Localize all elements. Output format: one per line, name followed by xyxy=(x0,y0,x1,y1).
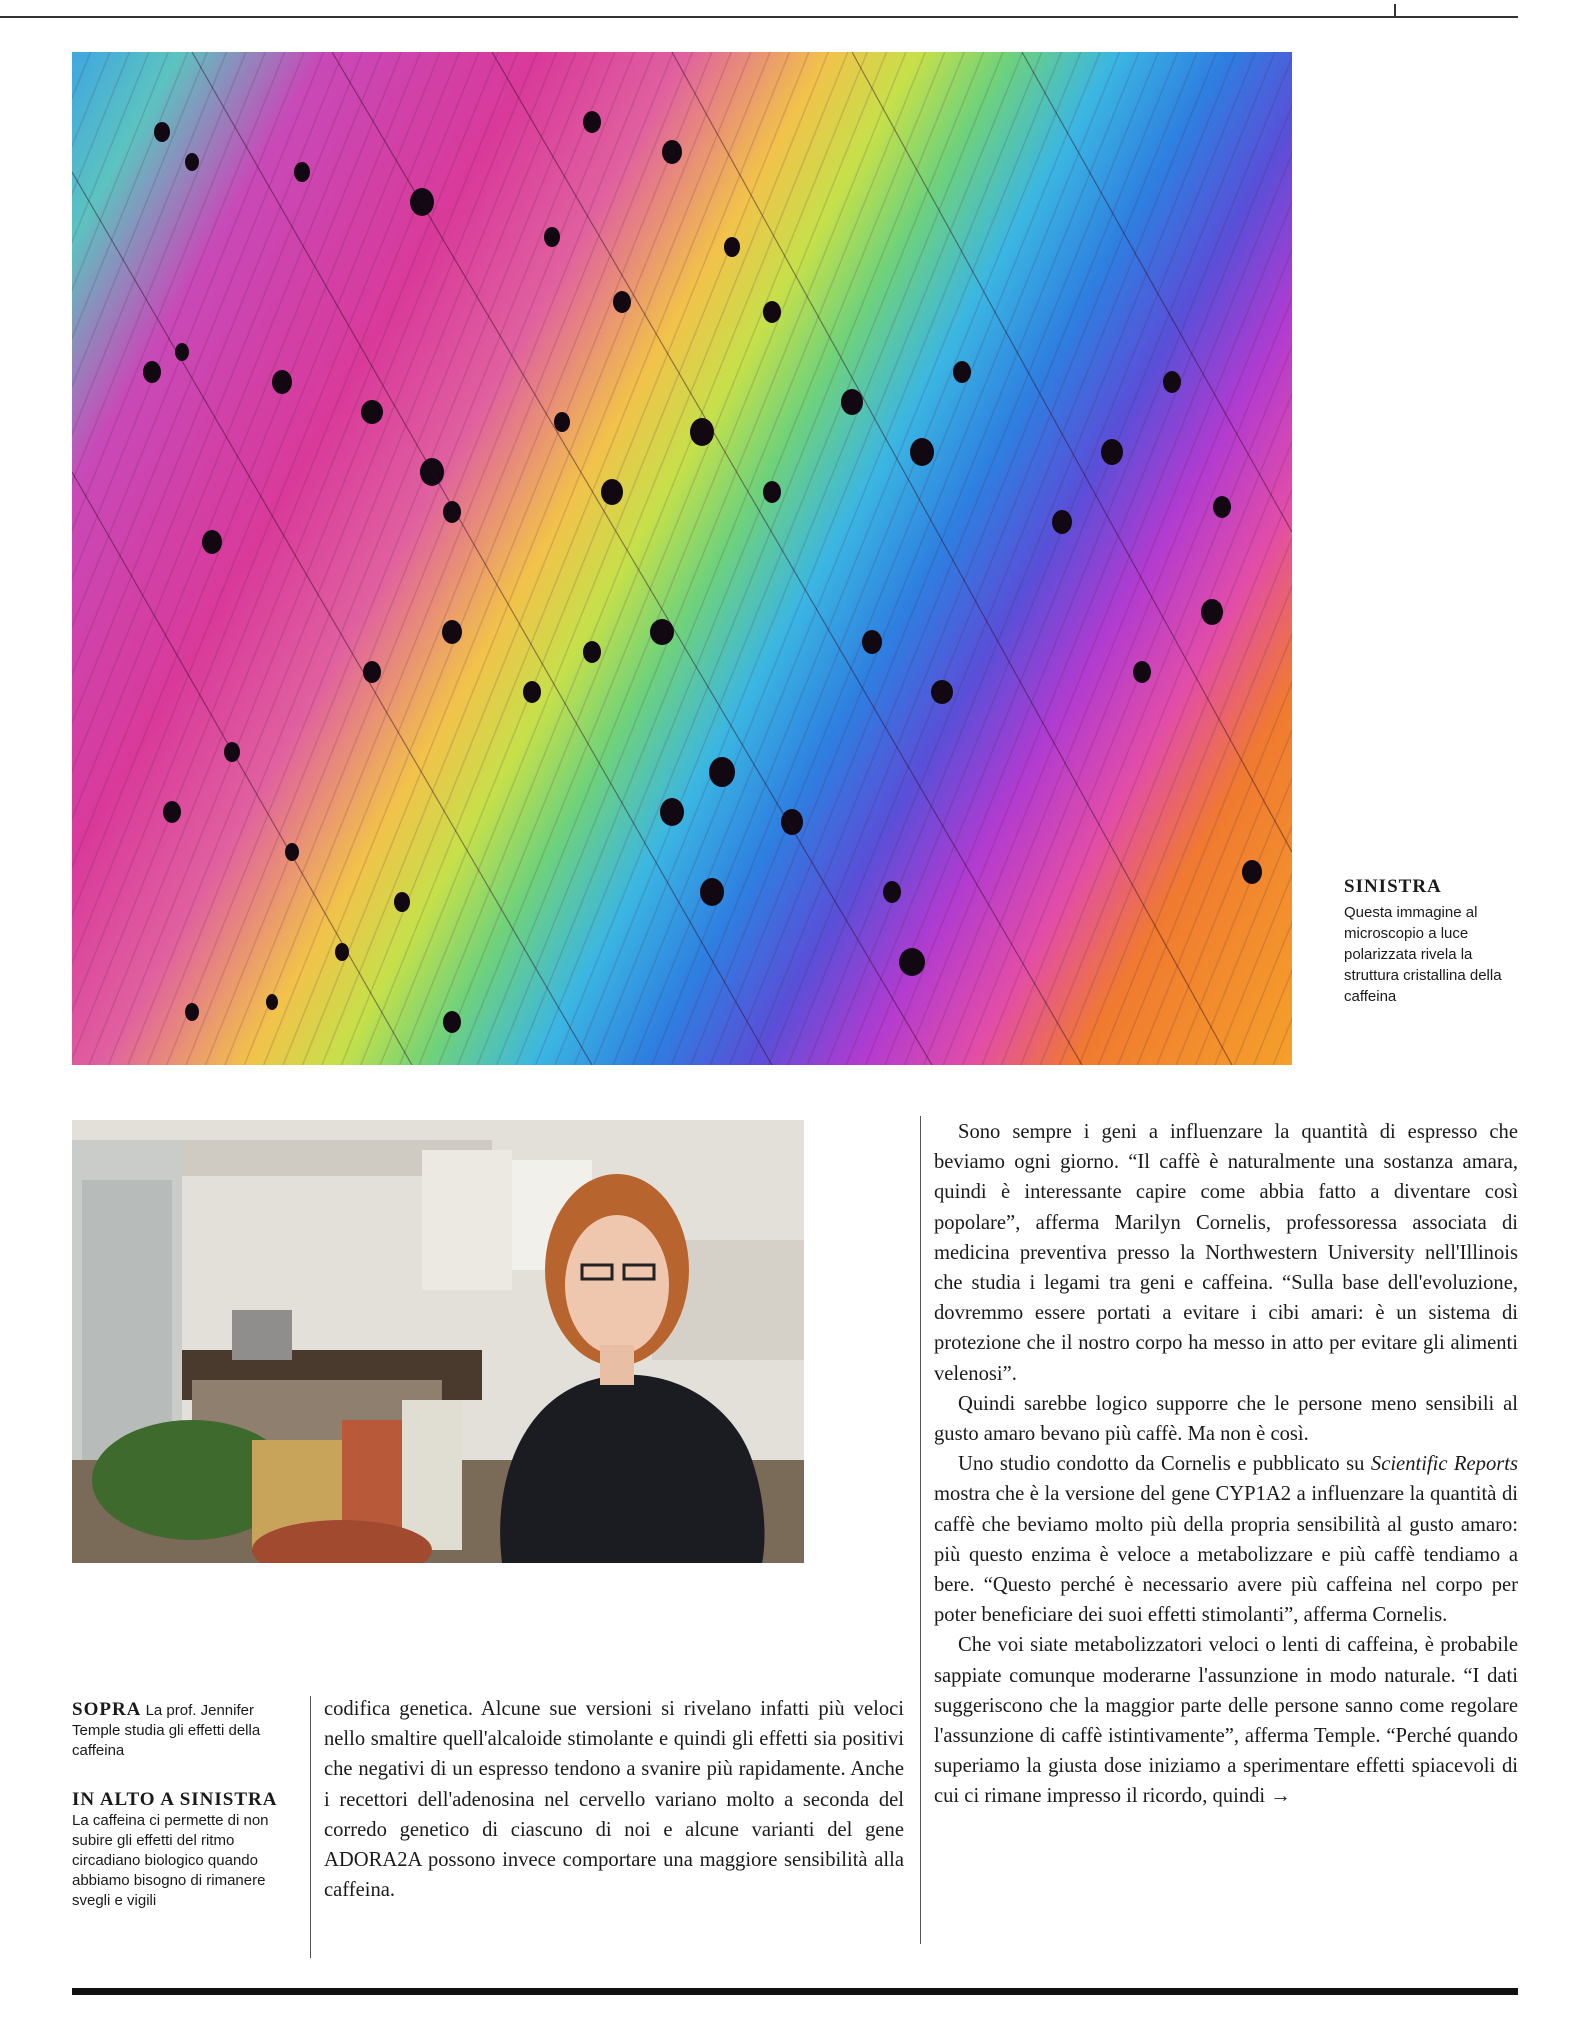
caption-sinistra xyxy=(1344,876,1524,1007)
article-paragraph xyxy=(934,1449,1518,1630)
article-paragraph: codifica genetica. Alcune sue versioni si rivelano infatti più veloci nello smaltire quell'alcaloide stimolante e quindi gli effetti sia positivi che negativi di un espresso tendono a svanire più rapidamente. Anche i recettori dell'adenosina nel cervello variano molto a seconda del corredo genetico di ciascuno di noi e alcune varianti del gene ADORA2A possono invece comportare una maggiore sensibilità alla caffeina. xyxy=(324,1698,904,1902)
article-column-right xyxy=(934,1117,1518,1812)
caption-in-alto-text: La caffeina ci permette di non subire gli effetti del ritmo circadiano biologico quando abbiamo bisogno di rimanere svegli e vigili xyxy=(72,1812,269,1909)
article-column-middle xyxy=(324,1694,904,1905)
caption-in-alto-a-sinistra xyxy=(72,1790,298,1911)
caption-sopra-text: La prof. Jennifer Temple studia gli effetti della caffeina xyxy=(72,1702,261,1759)
caption-sopra xyxy=(72,1700,298,1761)
caption-sinistra-text: Questa immagine al microscopio a luce polarizzata rivela la struttura cristallina della caffeina xyxy=(1344,904,1502,1005)
caption-in-alto-label: IN ALTO A SINISTRA xyxy=(72,1789,278,1810)
portrait-photo xyxy=(72,1120,804,1563)
article-text: Uno studio condotto da Cornelis e pubblicato su xyxy=(958,1453,1365,1476)
caption-sopra-label: SOPRA xyxy=(72,1699,142,1720)
caffeine-crystal-image xyxy=(72,52,1292,1065)
top-rule xyxy=(0,16,1518,18)
caption-sinistra-label: SINISTRA xyxy=(1344,876,1442,897)
column-separator xyxy=(920,1116,921,1944)
article-paragraph: Che voi siate metabolizzatori veloci o lenti di caffeina, è probabile sappiate comunque moderarne l'assunzione in modo naturale. “I dati suggeriscono che la maggior parte delle persone sanno come regolare l'assunzione di caffè istintivamente”, afferma Temple. “Perché quando superiamo la giusta dose iniziamo a sperimentare effetti spiacevoli di cui ci rimane impresso il ricordo, quindi → xyxy=(934,1634,1518,1808)
portrait-illustration xyxy=(72,1120,804,1563)
article-text: mostra che è la versione del gene CYP1A2 a influenzare la quantità di caffè che beviamo molto più della propria sensibilità al gusto amaro: più questo enzima è veloce a metabolizzare e più caffè tendiamo a bere. “Questo perché è necessario avere più caffeina nel corpo per poter beneficiare dei suoi effetti stimolanti”, afferma Cornelis. xyxy=(934,1483,1518,1627)
article-paragraph: Quindi sarebbe logico supporre che le persone meno sensibili al gusto amaro bevano più caffè. Ma non è così. xyxy=(934,1392,1518,1446)
top-rule-tick xyxy=(1394,4,1396,18)
journal-name: Scientific Reports xyxy=(1370,1453,1519,1476)
column-separator xyxy=(310,1696,311,1958)
crystal-texture xyxy=(72,52,1292,1065)
bottom-rule xyxy=(72,1988,1518,1995)
article-paragraph: Sono sempre i geni a influenzare la quantità di espresso che beviamo ogni giorno. “Il caffè è naturalmente una sostanza amara, quindi è interessante capire come abbia fatto a diventare così popolare”, afferma Marilyn Cornelis, professoressa associata di medicina preventiva presso la Northwestern University nell'Illinois che studia i legami tra geni e caffeina. “Sulla base dell'evoluzione, dovremmo essere portati a evitare i cibi amari: è un sistema di protezione che il nostro corpo ha messo in atto per evitare gli alimenti velenosi”. xyxy=(934,1121,1518,1385)
